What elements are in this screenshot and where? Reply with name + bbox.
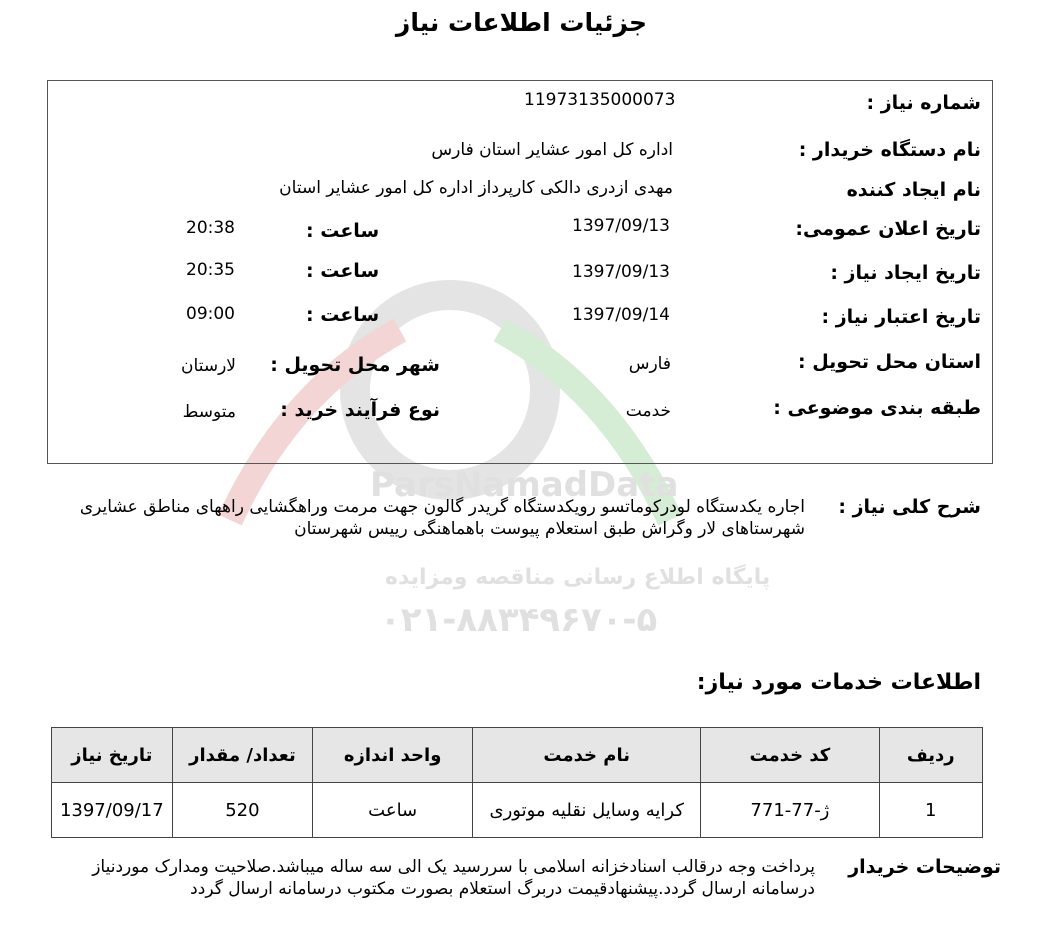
delivery-city-label: شهر محل تحویل :: [270, 354, 440, 376]
public-announce-time: 20:38: [186, 218, 235, 238]
services-table-header: [52, 728, 983, 783]
need-number-value: 1197313500007‌3: [524, 90, 676, 110]
need-validity-time-label: ساعت :: [306, 304, 380, 326]
cell-unit: ساعت: [313, 783, 473, 838]
public-announce-date: 1397/09/13: [572, 216, 670, 236]
col-header-need-date: تاریخ نیاز: [52, 728, 173, 783]
col-header-service-name: نام خدمت: [473, 728, 701, 783]
delivery-province-value: فارس: [628, 354, 671, 374]
delivery-province-label: استان محل تحویل :: [798, 351, 981, 373]
col-header-row-number: ردیف: [879, 728, 982, 783]
purchase-type-label: نوع فرآیند خرید :: [280, 399, 440, 421]
public-announce-label: تاریخ اعلان عمومی:: [795, 218, 981, 240]
buyer-org-value: اداره کل امور عشایر استان فارس: [431, 140, 673, 160]
col-header-unit: واحد اندازه: [313, 728, 473, 783]
general-desc-label: شرح کلی نیاز :: [838, 496, 981, 518]
buyer-org-label: نام دستگاه خریدار :: [798, 139, 981, 161]
need-created-label: تاریخ ایجاد نیاز :: [830, 262, 981, 284]
purchase-type-value: متوسط: [182, 402, 236, 422]
delivery-city-value: لارستان: [181, 356, 236, 376]
cell-quantity: 520: [172, 783, 313, 838]
col-header-quantity: تعداد/ مقدار: [172, 728, 313, 783]
category-label: طبقه بندی موضوعی :: [773, 397, 981, 419]
watermark-brand: ParsNamadData: [370, 465, 679, 505]
buyer-notes-value: پرداخت وجه درقالب اسنادخزانه اسلامی با سررسید یک الی سه ساله میباشد.صلاحیت ومدارک موردنیاز درسامانه ارسال گردد.پیشنهادقیمت دربرگ استعلام بصورت مکتوب درسامانه ارسال گردد: [92, 857, 815, 899]
watermark-phone: ۰۲۱-۸۸۳۴۹۶۷۰-۵: [380, 600, 658, 640]
cell-row-number: 1: [879, 783, 982, 838]
need-validity-time: 09:00: [186, 304, 235, 324]
buyer-notes-label: توضیحات خریدار: [848, 856, 1001, 878]
services-table: [51, 727, 983, 838]
need-validity-label: تاریخ اعتبار نیاز :: [821, 306, 981, 328]
cell-service-code: ژ-77-771: [701, 783, 879, 838]
table-row: [52, 783, 983, 838]
cell-service-name: کرایه وسایل نقلیه موتوری: [473, 783, 701, 838]
need-created-time-label: ساعت :: [306, 260, 380, 282]
need-validity-date: 1397/09/14: [572, 305, 670, 325]
need-created-date: 1397/09/13: [572, 262, 670, 282]
creator-label: نام ایجاد کننده: [846, 179, 981, 201]
creator-value: مهدی ازدری دالکی کارپرداز اداره کل امور عشایر استان: [279, 178, 673, 198]
page-title: جزئیات اطلاعات نیاز: [395, 8, 648, 37]
services-title: اطلاعات خدمات مورد نیاز:: [696, 670, 981, 695]
watermark-line1: پایگاه اطلاع رسانی مناقصه ومزایده: [385, 565, 771, 590]
col-header-service-code: کد خدمت: [701, 728, 879, 783]
category-value: خدمت: [625, 401, 671, 421]
need-created-time: 20:35: [186, 260, 235, 280]
cell-need-date: 1397/09/17: [52, 783, 173, 838]
general-desc-value: اجاره یکدستگاه لودرکوماتسو رویکدستگاه گریدر گالون جهت مرمت وراهگشایی راههای مناطق عشایری شهرستاهای لار وگراش طبق استعلام پیوست باهماهنگی رییس شهرستان: [79, 497, 805, 539]
public-announce-time-label: ساعت :: [306, 220, 380, 242]
need-number-label: شماره نیاز :: [866, 92, 981, 114]
